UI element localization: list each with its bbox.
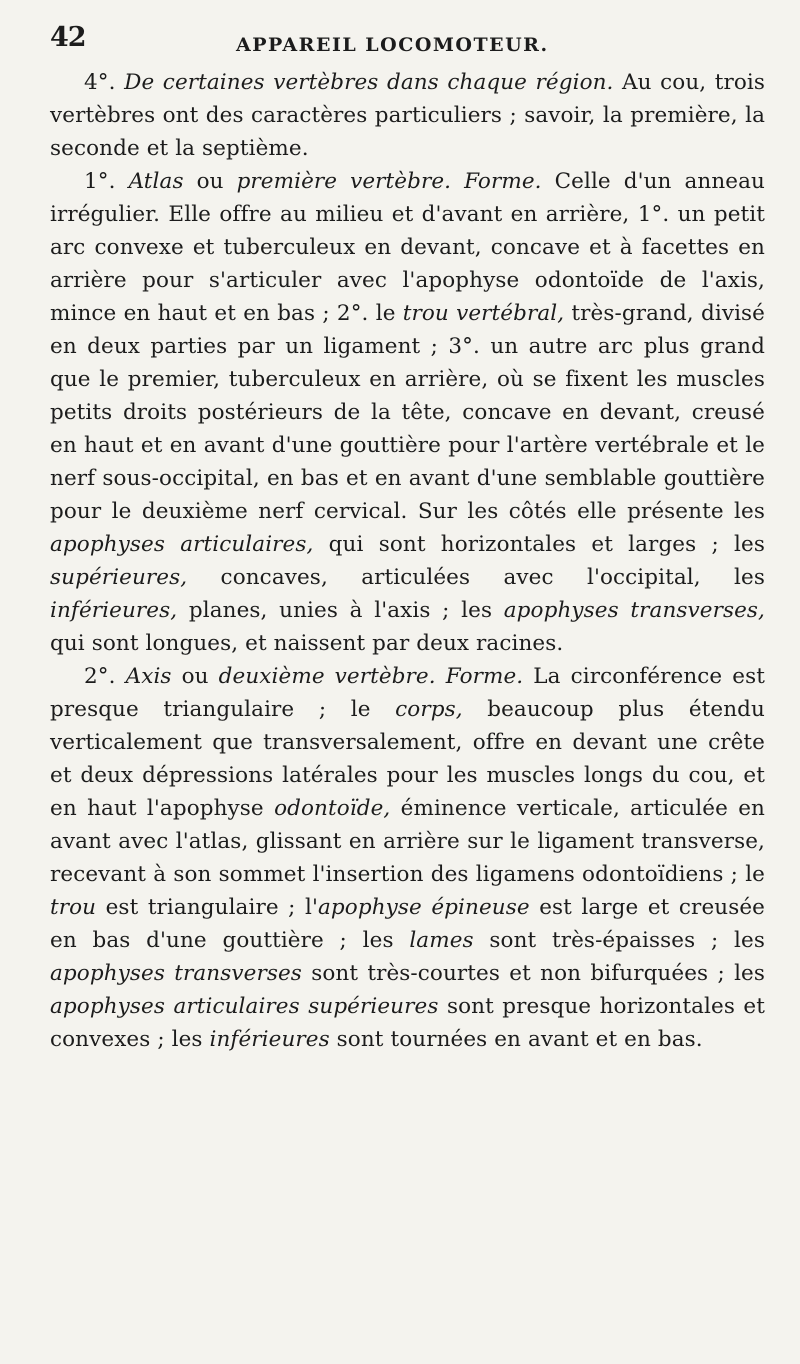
italic-term: corps, bbox=[395, 697, 463, 722]
italic-term: deuxième vertèbre. Forme. bbox=[218, 664, 524, 689]
italic-term: apophyses articulaires supérieures bbox=[50, 994, 439, 1019]
page bbox=[50, 22, 765, 1056]
text-run: 2°. bbox=[84, 664, 126, 689]
text-run: est triangulaire ; l' bbox=[96, 895, 318, 920]
text-run: 1°. bbox=[84, 169, 129, 194]
italic-term: Atlas bbox=[128, 169, 184, 194]
text-run: sont très-courtes et non bifurquées ; les bbox=[301, 961, 766, 986]
text-run: concaves, articulées avec l'occipital, les bbox=[187, 565, 765, 590]
italic-term: trou bbox=[50, 895, 97, 920]
text-run: planes, unies à l'axis ; les bbox=[177, 598, 504, 623]
italic-term: apophyse épineuse bbox=[318, 895, 530, 920]
italic-term: trou vertébral, bbox=[402, 301, 565, 326]
text-run: éminence verticale, articulée en avant avec l'atlas, glissant en arrière sur le ligament transverse, recevant à son sommet l'insertion des ligamens odontoïdiens ; le bbox=[50, 796, 765, 887]
text-run: 4°. bbox=[84, 70, 125, 95]
italic-term: inférieures, bbox=[50, 598, 178, 623]
italic-term: lames bbox=[409, 928, 474, 953]
text-run: beaucoup plus étendu verticalement que transversalement, offre en devant une crête et deux dépressions latérales pour les muscles longs du cou, et en haut l'apophyse bbox=[50, 697, 765, 821]
text-run: sont très-épaisses ; les bbox=[473, 928, 765, 953]
italic-term: Axis bbox=[125, 664, 172, 689]
text-run: très-grand, divisé en deux parties par un ligament ; 3°. un autre arc plus grand que le premier, tuberculeux en arrière, où se fixent les muscles petits droits postérieurs de la tête, concave en devant, creusé en haut et en avant d'une gouttière pour l'artère vertébrale et le nerf sous-occipital, en bas et en avant d'une semblable gouttière pour le deuxième nerf cervical. Sur les côtés elle présente les bbox=[50, 301, 765, 524]
italic-term: première vertèbre. Forme. bbox=[236, 169, 542, 194]
italic-term: apophyses transverses bbox=[50, 961, 302, 986]
italic-term: apophyses transverses, bbox=[503, 598, 765, 623]
italic-term: supérieures, bbox=[50, 565, 188, 590]
text-run: ou bbox=[171, 664, 219, 689]
text-run: qui sont horizontales et larges ; les bbox=[313, 532, 765, 557]
page-number: 42 bbox=[50, 22, 86, 53]
paragraph-cervical-intro bbox=[50, 66, 765, 165]
running-head: APPAREIL LOCOMOTEUR. bbox=[236, 34, 549, 56]
paragraph-axis bbox=[50, 660, 765, 1056]
text-run: La circonférence est presque triangulaire ; le bbox=[50, 664, 765, 722]
text-run: est large et creusée en bas d'une gouttière ; les bbox=[50, 895, 765, 953]
text-run: Au cou, trois vertèbres ont des caractères particuliers ; savoir, la première, la seconde et la septième. bbox=[50, 70, 766, 161]
italic-term: De certaines vertèbres dans chaque région. bbox=[124, 70, 614, 95]
text-run: ou bbox=[183, 169, 237, 194]
italic-term: odontoïde, bbox=[274, 796, 391, 821]
text-run: qui sont longues, et naissent par deux racines. bbox=[50, 631, 564, 656]
text-run: sont tournées en avant et en bas. bbox=[329, 1027, 703, 1052]
body-text bbox=[50, 66, 765, 1056]
text-run: sont presque horizontales et convexes ; les bbox=[50, 994, 765, 1052]
text-run: Celle d'un anneau irrégulier. Elle offre au milieu et d'avant en arrière, 1°. un petit arc convexe et tuberculeux en devant, concave et à facettes en arrière pour s'articuler avec l'apophyse odontoïde de l'axis, mince en haut et en bas ; 2°. le bbox=[50, 169, 765, 326]
paragraph-atlas bbox=[50, 165, 765, 660]
italic-term: inférieures bbox=[209, 1027, 330, 1052]
page-header bbox=[50, 22, 765, 66]
italic-term: apophyses articulaires, bbox=[50, 532, 314, 557]
